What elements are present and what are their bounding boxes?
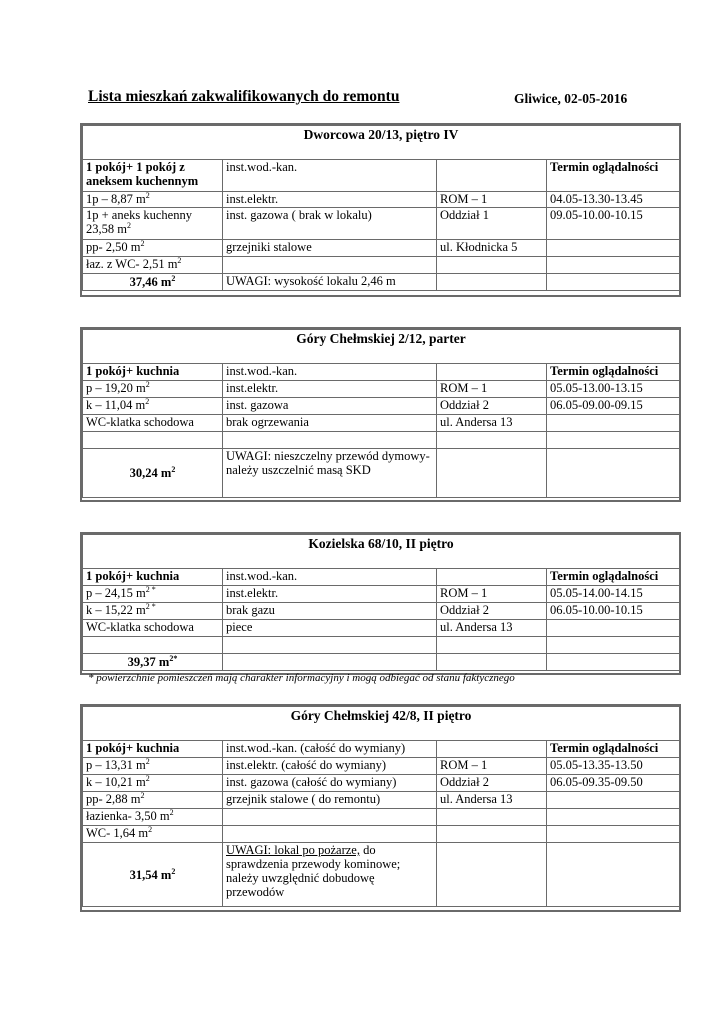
install-cell: grzejnik stalowe ( do remontu)	[223, 792, 437, 809]
office-cell	[437, 826, 547, 843]
viewing-cell: 05.05-14.00-14.15	[547, 586, 680, 603]
viewing-cell	[547, 274, 680, 291]
office-cell	[437, 432, 547, 449]
room-cell: WC- 1,64 $m^2$	[83, 826, 223, 843]
office-cell	[437, 569, 547, 586]
viewing-cell	[547, 449, 680, 498]
office-cell: Oddział 1	[437, 208, 547, 240]
rooms-header: 1 pokój+ kuchnia	[83, 569, 223, 586]
install-cell	[223, 826, 437, 843]
office-cell: ul. Andersa 13	[437, 620, 547, 637]
install-header: inst.wod.-kan.	[223, 569, 437, 586]
viewing-cell	[547, 792, 680, 809]
remarks: UWAGI: nieszczelny przewód dymowy-należy uszczelnić masą SKD	[223, 449, 437, 498]
office-cell	[437, 741, 547, 758]
install-header: inst.wod.-kan.	[223, 364, 437, 381]
install-cell: inst.elektr.	[223, 586, 437, 603]
office-cell: ROM – 1	[437, 192, 547, 208]
install-cell	[223, 637, 437, 654]
total-area: 37,46 $m^2$	[83, 274, 223, 291]
viewing-header: Termin oglądalności	[547, 364, 680, 381]
office-cell: ROM – 1	[437, 758, 547, 775]
rooms-header: 1 pokój+ kuchnia	[83, 364, 223, 381]
install-cell: inst.elektr.	[223, 381, 437, 398]
viewing-header: Termin oglądalności	[547, 160, 680, 192]
document-title: Lista mieszkań zakwalifikowanych do remontu	[88, 88, 400, 105]
room-cell: p – 24,15 $m^{2 *}$	[83, 586, 223, 603]
room-cell: pp- 2,50 $m^2$	[83, 240, 223, 257]
install-header: inst.wod.-kan.	[223, 160, 437, 192]
apartment-2-table	[82, 329, 680, 498]
install-cell: brak gazu	[223, 603, 437, 620]
install-cell	[223, 432, 437, 449]
office-cell	[437, 160, 547, 192]
apartment-title: Dworcowa 20/13, piętro IV	[83, 126, 680, 160]
install-cell: brak ogrzewania	[223, 415, 437, 432]
viewing-cell: 04.05-13.30-13.45	[547, 192, 680, 208]
install-cell: inst. gazowa ( brak w lokalu)	[223, 208, 437, 240]
room-cell: 1p – 8,87 $m^2$	[83, 192, 223, 208]
viewing-header: Termin oglądalności	[547, 569, 680, 586]
viewing-cell	[547, 843, 680, 907]
room-cell: łaz. z WC- 2,51 $m^2$	[83, 257, 223, 274]
office-cell	[437, 654, 547, 671]
office-cell: Oddział 2	[437, 775, 547, 792]
rooms-header: 1 pokój+ kuchnia	[83, 741, 223, 758]
document-date: Gliwice, 02-05-2016	[514, 91, 628, 106]
install-cell: inst.elektr. (całość do wymiany)	[223, 758, 437, 775]
office-cell: Oddział 2	[437, 398, 547, 415]
rooms-header: 1 pokój+ 1 pokój z aneksem kuchennym	[83, 160, 223, 192]
room-cell	[83, 637, 223, 654]
office-cell	[437, 637, 547, 654]
room-cell: 1p + aneks kuchenny 23,58 $m^2$	[83, 208, 223, 240]
viewing-cell	[547, 637, 680, 654]
viewing-cell	[547, 432, 680, 449]
viewing-cell: 06.05-10.00-10.15	[547, 603, 680, 620]
footnote: * powierzchnie pomieszczeń mają charakter informacyjny i mogą odbiegać od stanu faktycznego	[88, 672, 515, 684]
viewing-cell	[547, 257, 680, 274]
room-cell: k – 15,22 $m^{2 *}$	[83, 603, 223, 620]
viewing-cell	[547, 826, 680, 843]
install-cell: inst. gazowa	[223, 398, 437, 415]
room-cell: k – 10,21 $m^2$	[83, 775, 223, 792]
office-cell: ul. Andersa 13	[437, 415, 547, 432]
install-cell: grzejniki stalowe	[223, 240, 437, 257]
office-cell	[437, 274, 547, 291]
room-cell: WC-klatka schodowa	[83, 415, 223, 432]
install-header: inst.wod.-kan. (całość do wymiany)	[223, 741, 437, 758]
viewing-cell	[547, 240, 680, 257]
viewing-cell	[547, 654, 680, 671]
total-area: 39,37 $m^{2*}$	[83, 654, 223, 671]
viewing-header: Termin oglądalności	[547, 741, 680, 758]
apartment-3-table	[82, 534, 680, 671]
apartment-title: Góry Chełmskiej 2/12, parter	[83, 330, 680, 364]
office-cell	[437, 364, 547, 381]
apartment-1-table	[82, 125, 680, 291]
apartment-title: Góry Chełmskiej 42/8, II piętro	[83, 707, 680, 741]
room-cell: łazienka- 3,50 $m^2$	[83, 809, 223, 826]
office-cell: Oddział 2	[437, 603, 547, 620]
install-cell: piece	[223, 620, 437, 637]
viewing-cell	[547, 415, 680, 432]
office-cell	[437, 809, 547, 826]
install-cell	[223, 809, 437, 826]
room-cell: k – 11,04 $m^2$	[83, 398, 223, 415]
apartment-4-table	[82, 706, 680, 907]
install-cell	[223, 257, 437, 274]
install-cell: inst. gazowa (całość do wymiany)	[223, 775, 437, 792]
viewing-cell: 05.05-13.00-13.15	[547, 381, 680, 398]
viewing-cell: 05.05-13.35-13.50	[547, 758, 680, 775]
viewing-cell: 06.05-09.35-09.50	[547, 775, 680, 792]
office-cell	[437, 449, 547, 498]
apartment-title: Kozielska 68/10, II piętro	[83, 535, 680, 569]
viewing-cell: 06.05-09.00-09.15	[547, 398, 680, 415]
room-cell: p – 19,20 $m^2$	[83, 381, 223, 398]
install-cell: inst.elektr.	[223, 192, 437, 208]
install-cell	[223, 654, 437, 671]
office-cell	[437, 257, 547, 274]
office-cell: ul. Andersa 13	[437, 792, 547, 809]
viewing-cell	[547, 809, 680, 826]
room-cell: pp- 2,88 $m^2$	[83, 792, 223, 809]
total-area: 31,54 $m^2$	[83, 843, 223, 907]
office-cell: ul. Kłodnicka 5	[437, 240, 547, 257]
remarks: UWAGI: wysokość lokalu 2,46 m	[223, 274, 437, 291]
total-area: 30,24 $m^2$	[83, 449, 223, 498]
office-cell: ROM – 1	[437, 586, 547, 603]
office-cell: ROM – 1	[437, 381, 547, 398]
remarks: UWAGI: lokal po pożarze, do sprawdzenia przewody kominowe; należy uwzględnić dobudowę przewodów	[223, 843, 437, 907]
room-cell: WC-klatka schodowa	[83, 620, 223, 637]
viewing-cell	[547, 620, 680, 637]
room-cell: p – 13,31 $m^2$	[83, 758, 223, 775]
viewing-cell: 09.05-10.00-10.15	[547, 208, 680, 240]
room-cell	[83, 432, 223, 449]
office-cell	[437, 843, 547, 907]
